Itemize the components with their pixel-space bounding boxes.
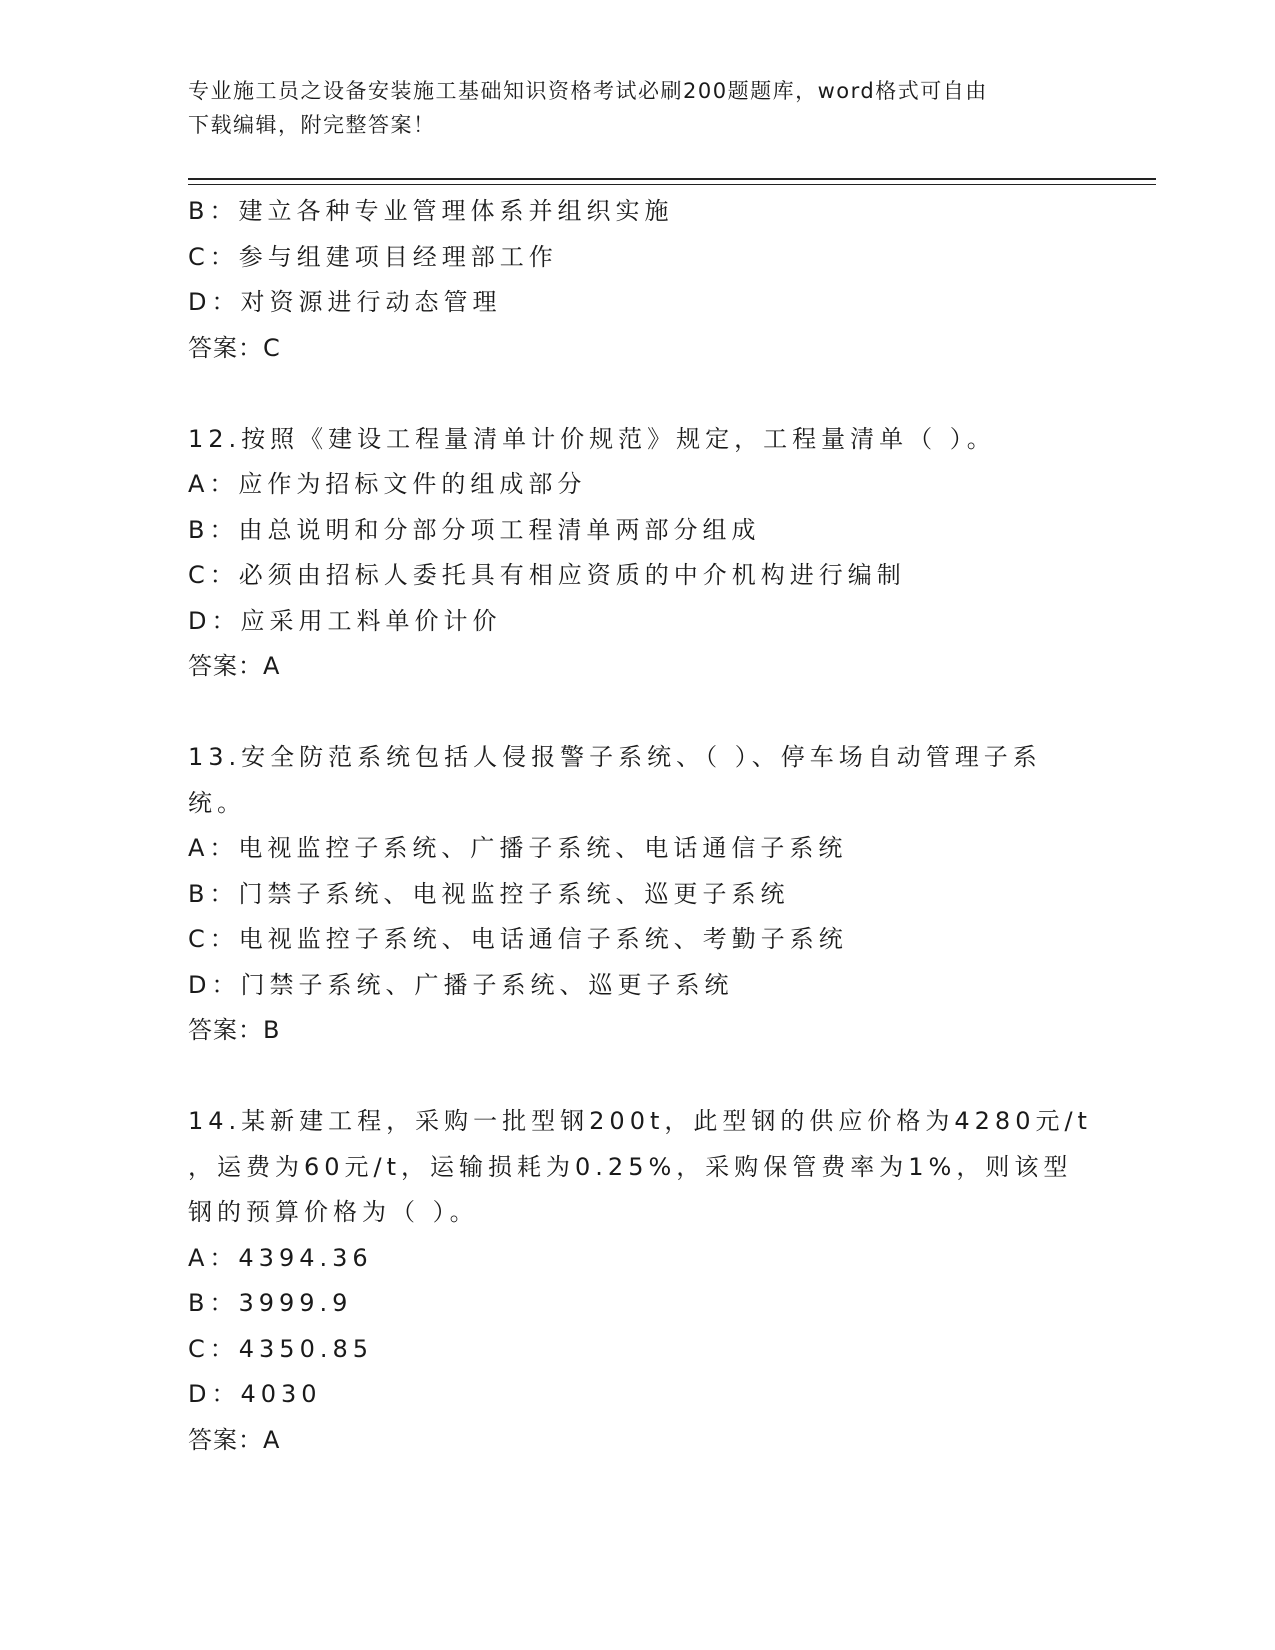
q13-stem-line-1: 13.安全防范系统包括人侵报警子系统、（ ）、停车场自动管理子系	[188, 743, 1042, 771]
q13-option-c: C：电视监控子系统、电话通信子系统、考勤子系统	[188, 925, 848, 953]
q12-option-d: D：应采用工料单价计价	[188, 606, 502, 635]
q11-option-d: D：对资源进行动态管理	[188, 288, 502, 316]
header-rule-thick	[188, 178, 1156, 180]
q14-option-c: C：4350.85	[188, 1334, 374, 1363]
question-11	[188, 189, 1078, 371]
q12-option-a: A：应作为招标文件的组成部分	[188, 470, 587, 498]
question-list	[188, 189, 1092, 1463]
question-14	[188, 1099, 1092, 1463]
question-13	[188, 735, 1078, 1054]
q12-stem: 12.按照《建设工程量清单计价规范》规定，工程量清单（ ）。	[188, 424, 996, 453]
q14-option-b: B：3999.9	[188, 1289, 353, 1317]
q11-option-c: C：参与组建项目经理部工作	[188, 242, 558, 271]
q14-stem-line-2: ，运费为60元/t，运输损耗为0.25%，采购保管费率为1%，则该型	[188, 1152, 1073, 1181]
q13-option-a: A：电视监控子系统、广播子系统、电话通信子系统	[188, 834, 848, 862]
question-12	[188, 417, 1078, 690]
q13-stem-line-2: 统。	[188, 788, 246, 817]
q11-option-b: B：建立各种专业管理体系并组织实施	[188, 197, 674, 225]
header-line-1: 专业施工员之设备安装施工基础知识资格考试必刷200题题库，word格式可自由	[188, 79, 988, 103]
q12-option-c: C：必须由招标人委托具有相应资质的中介机构进行编制	[188, 561, 906, 589]
q14-stem-line-1: 14.某新建工程，采购一批型钢200t，此型钢的供应价格为4280元/t	[188, 1107, 1092, 1135]
q14-option-d: D：4030	[188, 1380, 322, 1408]
header-rule-thin	[188, 184, 1156, 185]
q14-stem-line-3: 钢的预算价格为（ ）。	[188, 1198, 479, 1226]
q14-answer: 答案：A	[188, 1425, 281, 1454]
spacer	[188, 1054, 1078, 1100]
q14-option-a: A：4394.36	[188, 1243, 373, 1272]
q13-answer: 答案：B	[188, 1016, 281, 1044]
q13-option-d: D：门禁子系统、广播子系统、巡更子系统	[188, 970, 734, 999]
q11-answer: 答案：C	[188, 333, 281, 362]
q13-option-b: B：门禁子系统、电视监控子系统、巡更子系统	[188, 879, 790, 908]
q12-answer: 答案：A	[188, 652, 281, 680]
spacer	[188, 690, 1078, 736]
q12-option-b: B：由总说明和分部分项工程清单两部分组成	[188, 515, 761, 544]
document-header	[188, 74, 1088, 142]
spacer	[188, 371, 1078, 417]
header-line-2: 下载编辑，附完整答案！	[188, 113, 436, 137]
